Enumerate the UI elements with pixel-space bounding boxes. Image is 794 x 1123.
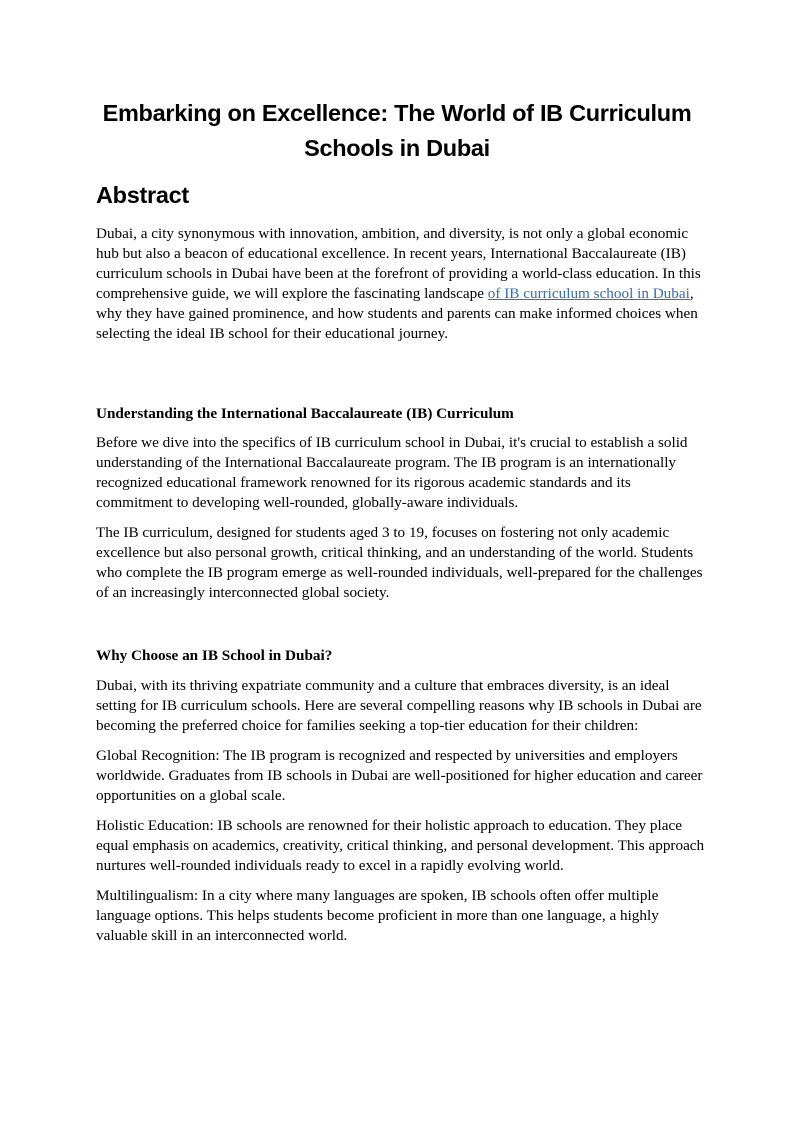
paragraph-global-recognition: Global Recognition: The IB program is recognized and respected by universities and employers worldwide. Graduates from IB schools in Dubai are well-positioned for higher education and career opportunities on a global scale. [96,747,703,804]
paragraph: Dubai, with its thriving expatriate community and a culture that embraces diversity, is an ideal setting for IB curriculum schools. Here are several compelling reasons why IB schools in Dubai are becoming the preferred choice for families seeking a top-tier education for their children: [96,677,702,734]
section-understanding-ib [96,433,706,603]
paragraph: Before we dive into the specifics of IB curriculum school in Dubai, it's crucial to establish a solid understanding of the International Baccalaureate program. The IB program is an internationally recognized educational framework renowned for its rigorous academic standards and its commitment to developing well-rounded, globally-aware individuals. [96,434,688,511]
paragraph-holistic-education: Holistic Education: IB schools are renowned for their holistic approach to education. They place equal emphasis on academics, creativity, critical thinking, and personal development. This approach nurtures well-rounded individuals ready to excel in a rapidly evolving world. [96,817,705,874]
section-why-choose [96,676,706,946]
section-heading-why-choose: Why Choose an IB School in Dubai? [96,647,333,664]
ib-curriculum-school-link[interactable]: of IB curriculum school in Dubai [487,285,690,302]
document-title: Embarking on Excellence: The World of IB Curriculum Schools in Dubai [102,100,692,161]
section-heading-understanding-ib: Understanding the International Baccalaureate (IB) Curriculum [96,405,514,422]
abstract-heading: Abstract [96,182,189,208]
paragraph: The IB curriculum, designed for students aged 3 to 19, focuses on fostering not only academic excellence but also personal growth, critical thinking, and an understanding of the world. Students who complete the IB program emerge as well-rounded individuals, well-prepared for the challenges of an increasingly interconnected global society. [96,524,703,601]
paragraph-multilingualism: Multilingualism: In a city where many languages are spoken, IB schools often offer multiple language options. This helps students become proficient in more than one language, a highly valuable skill in an interconnected world. [96,887,659,944]
abstract-text-before-link: Dubai, a city synonymous with innovation, ambition, and diversity, is not only a global economic hub but also a beacon of educational excellence. In recent years, International Baccalaureate (IB) curriculum schools in Dubai have been at the forefront of providing a world-class education. In this comprehensive guide, we will explore the fascinating landscape [96,225,701,302]
abstract-paragraph [96,224,706,344]
abstract-text-after-link: , why they have gained prominence, and how students and parents can make informed choices when selecting the ideal IB school for their educational journey. [96,285,698,342]
abstract-section [96,224,706,344]
